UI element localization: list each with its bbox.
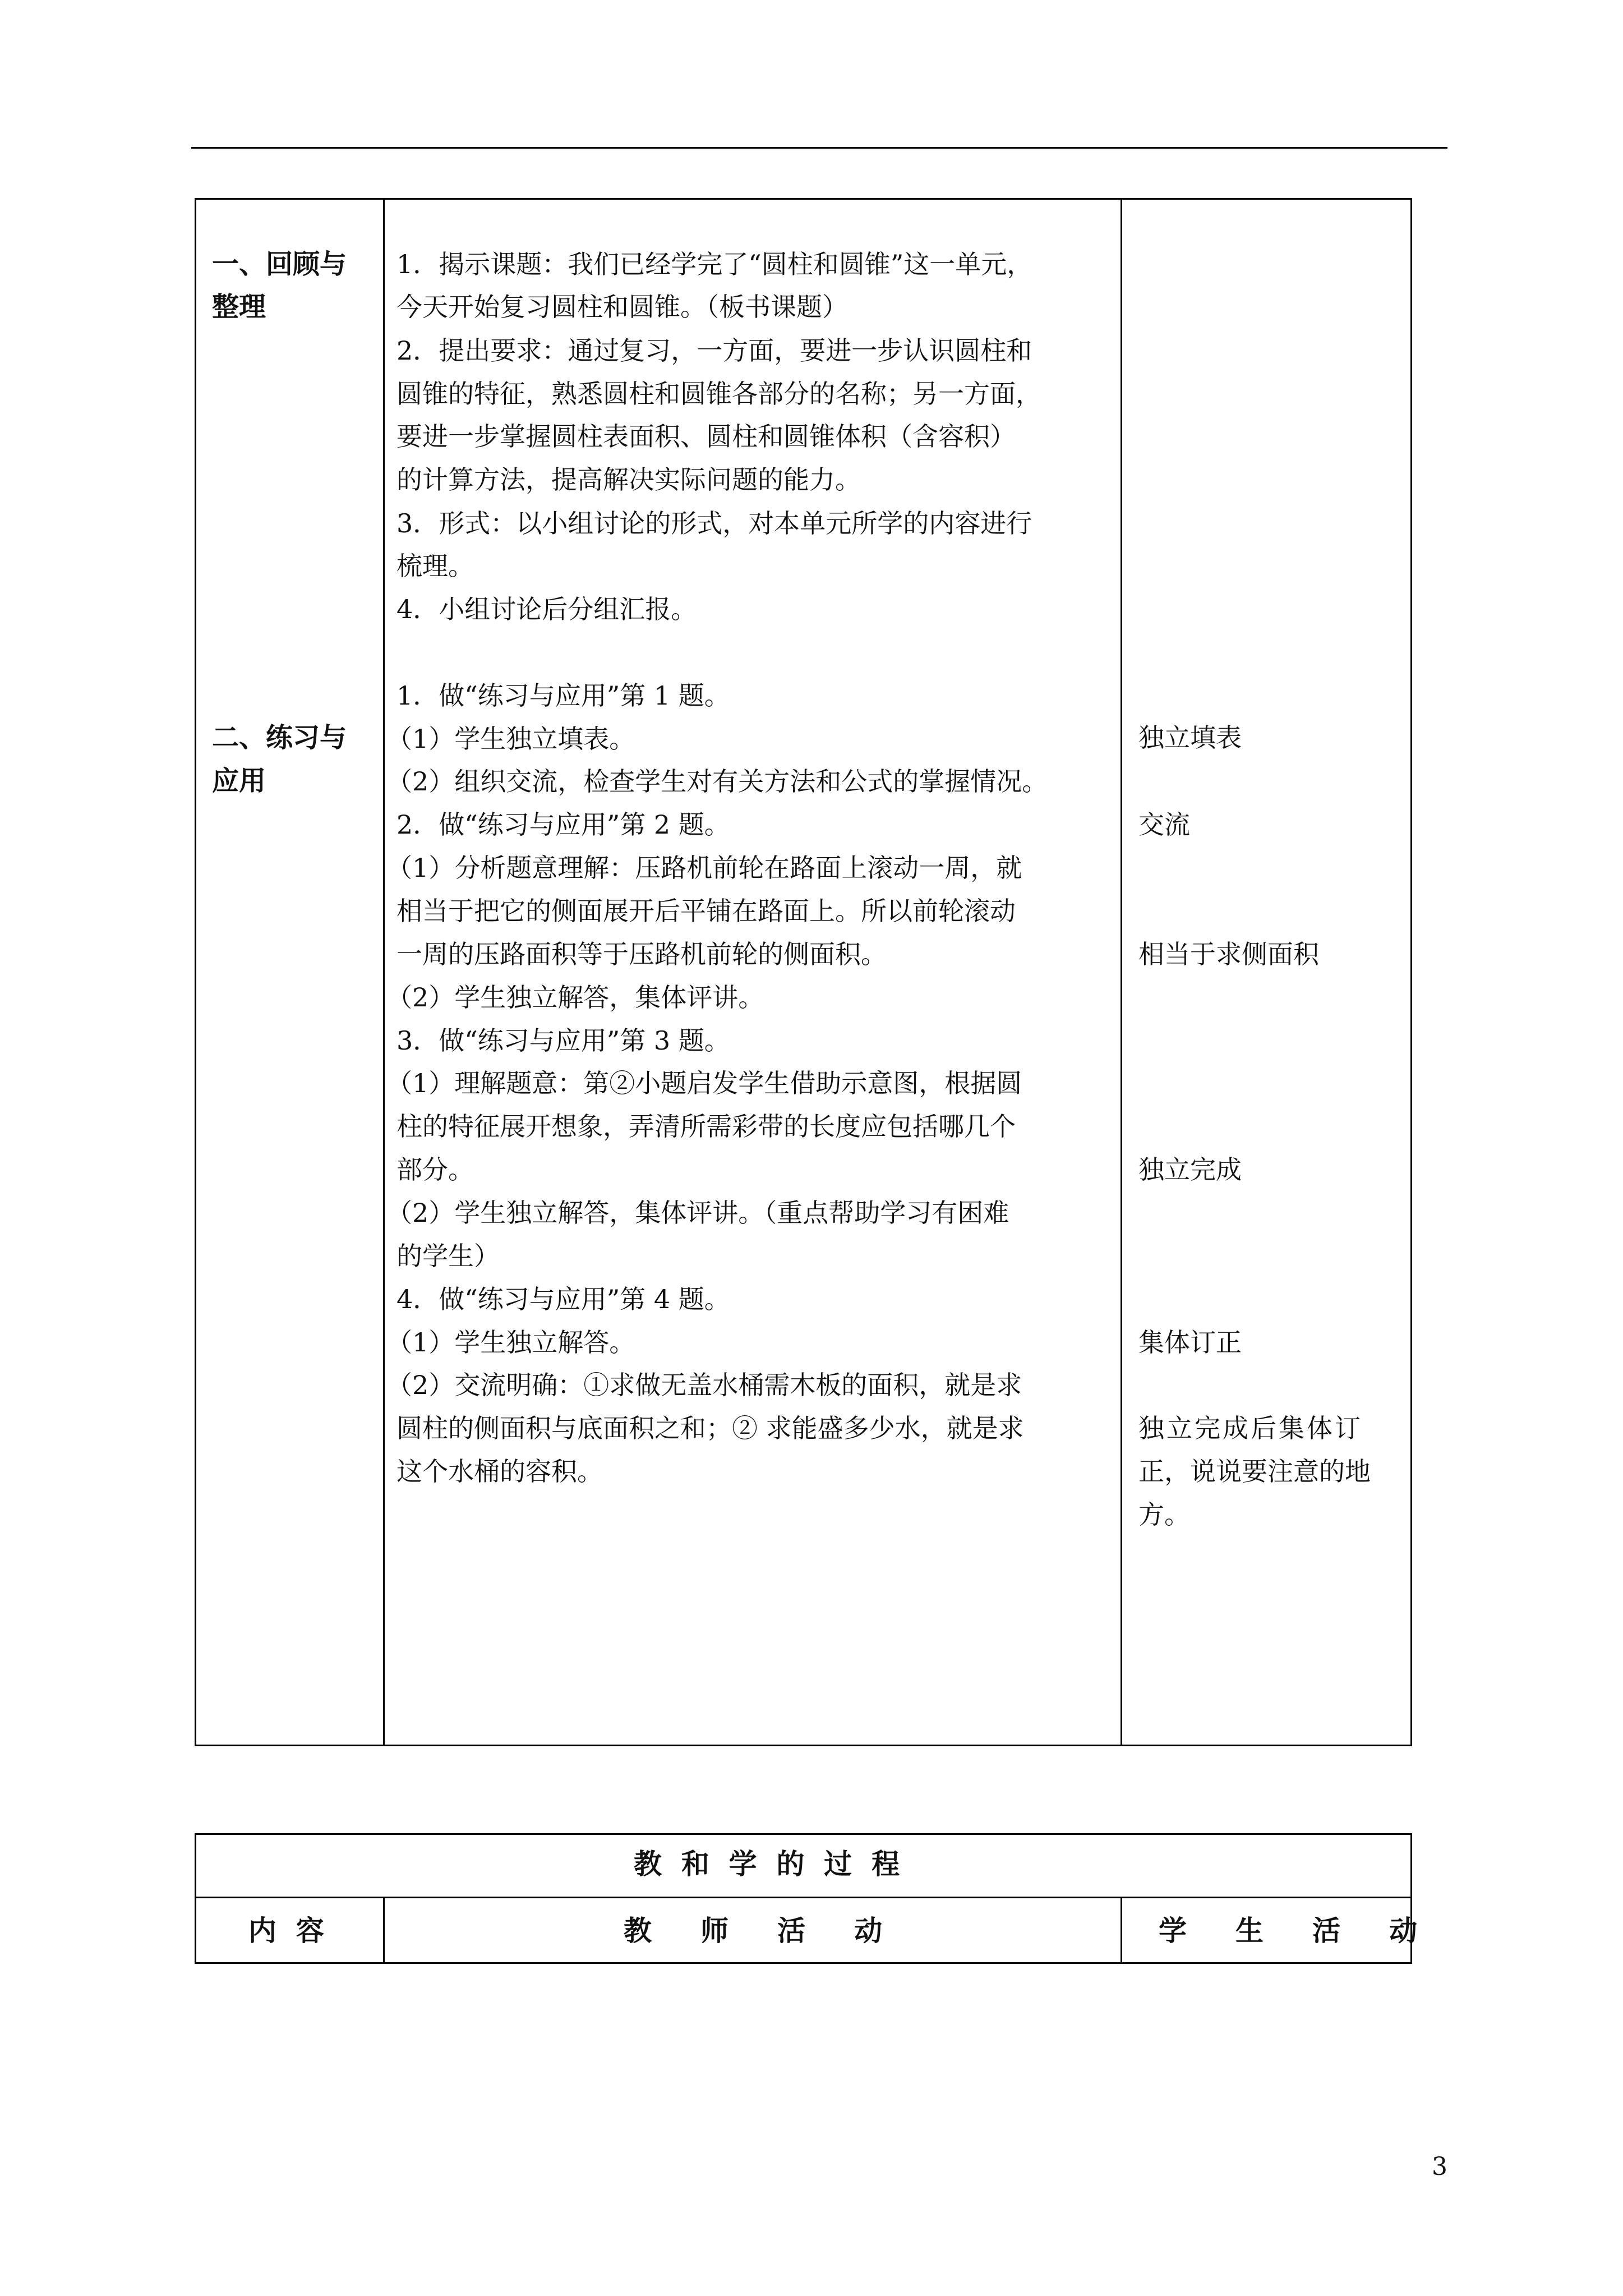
text-line: 今天开始复习圆柱和圆锥。（板书课题） [396, 292, 848, 322]
student-note: 相当于求侧面积 [1138, 939, 1319, 969]
page-number: 3 [1432, 2152, 1447, 2181]
column-header-student: 学 生 活 动 [1159, 1914, 1418, 1947]
text-line: （2）组织交流，检查学生对有关方法和公式的掌握情况。 [386, 766, 1048, 797]
text-line: 的计算方法，提高解决实际问题的能力。 [396, 464, 861, 495]
text-line: 柱的特征展开想象，弄清所需彩带的长度应包括哪几个 [396, 1111, 1016, 1142]
text-line: 的学生） [396, 1241, 500, 1271]
student-note: 正，说说要注意的地 [1138, 1456, 1371, 1487]
student-note: 独立完成后集体订 [1138, 1413, 1363, 1443]
text-line: 1．做“练习与应用”第 1 题。 [396, 680, 730, 711]
text-line: 2．提出要求：通过复习，一方面，要进一步认识圆柱和 [396, 335, 1032, 366]
text-line: （2）交流明确：①求做无盖水桶需木板的面积，就是求 [386, 1370, 1022, 1400]
column-divider-1 [383, 198, 385, 1746]
student-note: 交流 [1138, 809, 1190, 840]
text-line: （1）学生独立解答。 [386, 1327, 635, 1358]
text-line: （1）理解题意：第②小题启发学生借助示意图，根据圆 [386, 1068, 1022, 1098]
text-line: （2）学生独立解答，集体评讲。 [386, 982, 764, 1013]
section-2-label-line-2: 应用 [212, 765, 266, 797]
text-line: 梳理。 [396, 551, 474, 581]
text-line: 这个水桶的容积。 [396, 1456, 603, 1487]
process-title: 教 和 学 的 过 程 [634, 1847, 900, 1880]
text-line: 4．做“练习与应用”第 4 题。 [396, 1284, 730, 1314]
text-line: 圆锥的特征，熟悉圆柱和圆锥各部分的名称；另一方面， [396, 379, 1041, 409]
text-line: 要进一步掌握圆柱表面积、圆柱和圆锥体积（含容积） [396, 421, 1016, 452]
column-header-content: 内 容 [248, 1914, 324, 1947]
student-note: 独立完成 [1138, 1154, 1242, 1185]
text-line: （2）学生独立解答，集体评讲。（重点帮助学习有困难 [386, 1198, 1009, 1228]
text-line: 圆柱的侧面积与底面积之和；② 求能盛多少水，就是求 [396, 1413, 1024, 1443]
column-header-teacher: 教 师 活 动 [624, 1914, 883, 1947]
header-rule [191, 147, 1447, 149]
text-line: 4．小组讨论后分组汇报。 [396, 594, 697, 624]
text-line: 2．做“练习与应用”第 2 题。 [396, 809, 730, 840]
text-line: （1）分析题意理解：压路机前轮在路面上滚动一周，就 [386, 853, 1022, 883]
text-line: 相当于把它的侧面展开后平铺在路面上。所以前轮滚动 [396, 896, 1016, 926]
text-line: 一周的压路面积等于压路机前轮的侧面积。 [396, 939, 887, 969]
student-note: 方。 [1138, 1499, 1190, 1530]
text-line: 3．形式：以小组讨论的形式，对本单元所学的内容进行 [396, 508, 1032, 539]
section-2-label-line-1: 二、练习与 [212, 722, 347, 753]
text-line: 1．揭示课题：我们已经学完了“圆柱和圆锥”这一单元， [396, 249, 1033, 279]
header-column-divider-1 [383, 1897, 385, 1964]
student-note: 集体订正 [1138, 1327, 1242, 1358]
text-line: 3．做“练习与应用”第 3 题。 [396, 1025, 730, 1056]
header-row-divider [195, 1897, 1412, 1898]
section-1-label-line-1: 一、回顾与 [212, 249, 347, 280]
section-1-label-line-2: 整理 [212, 291, 266, 323]
student-note: 独立填表 [1138, 723, 1242, 753]
column-divider-2 [1121, 198, 1122, 1746]
text-line: （1）学生独立填表。 [386, 724, 635, 754]
header-column-divider-2 [1121, 1897, 1122, 1964]
text-line: 部分。 [396, 1154, 474, 1185]
